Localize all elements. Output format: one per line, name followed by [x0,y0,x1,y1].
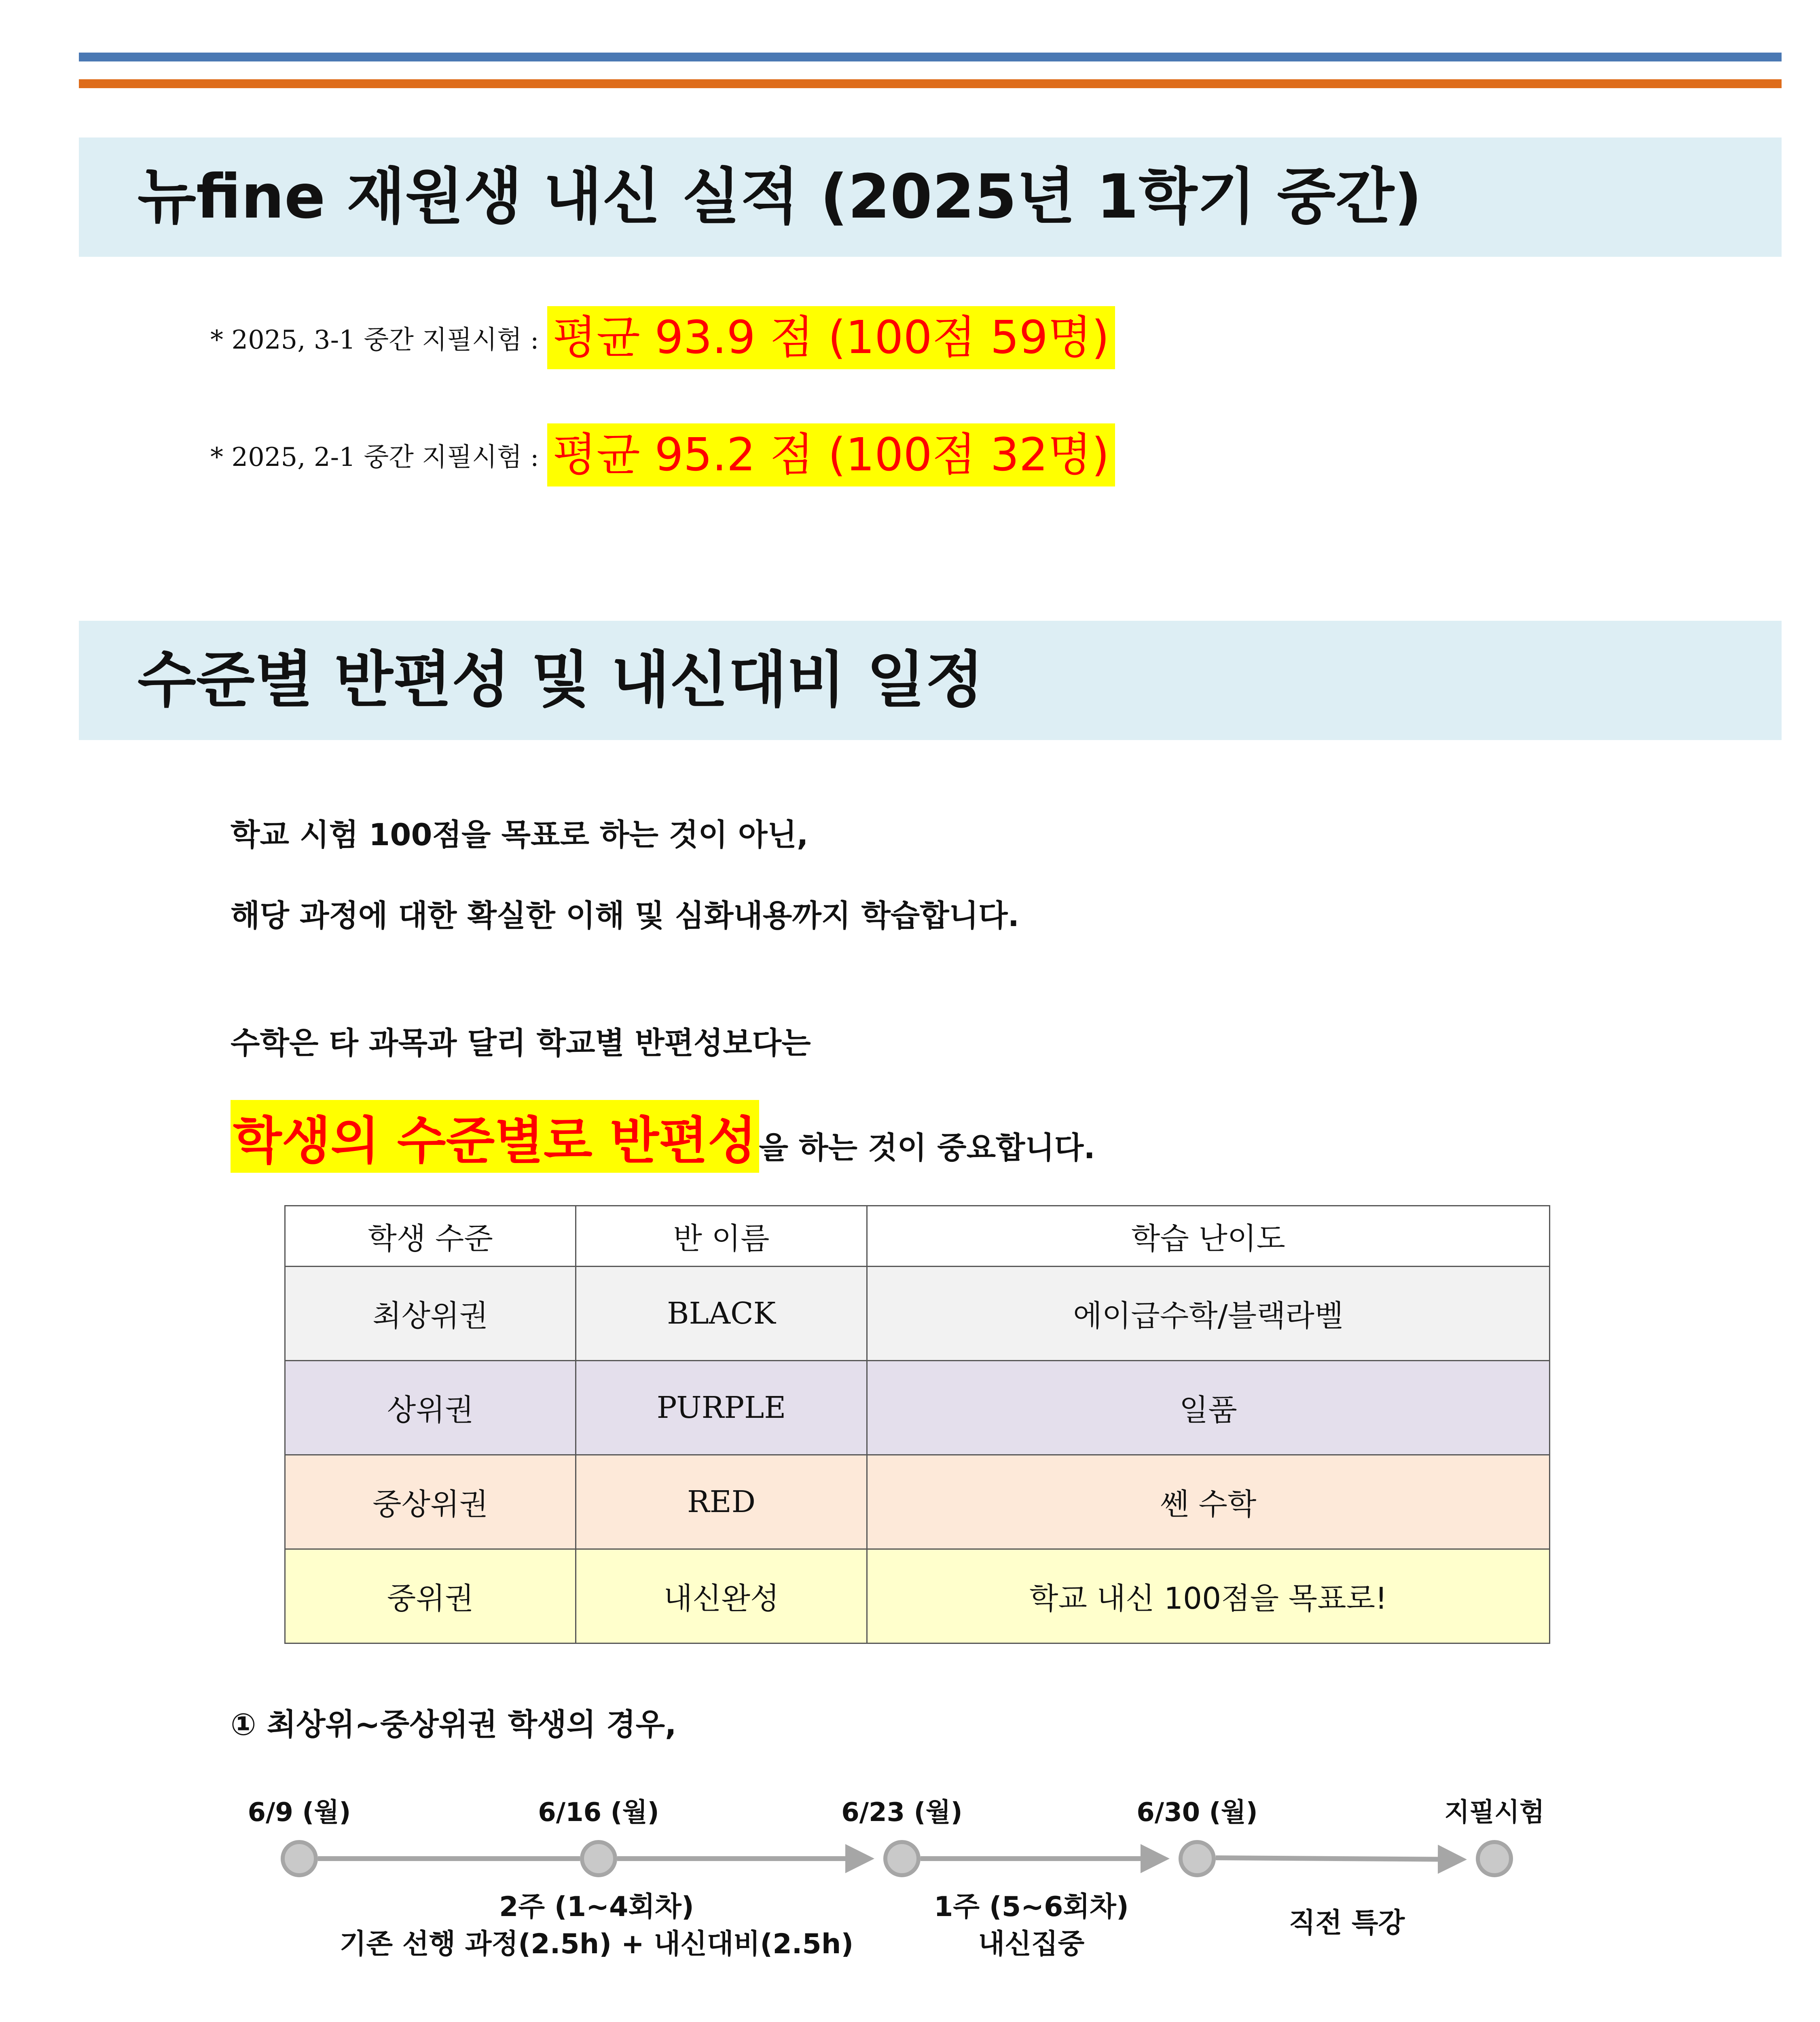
timeline-node [1179,1840,1216,1877]
paragraph-4-rest: 을 하는 것이 중요합니다. [759,1130,1095,1165]
timeline-node [580,1840,617,1877]
phase-2-label [934,1889,1129,1963]
timeline-node [281,1840,318,1877]
phase-1-duration: 2주 (1~4회차) [499,1891,694,1923]
timeline-date: 6/9 (월) [248,1798,351,1827]
result-value: 평균 95.2 점 (100점 32명) [547,423,1115,486]
result-line-2-1 [210,421,1115,489]
schedule-title: 수준별 반편성 및 내신대비 일정 [138,645,984,715]
timeline-date: 6/16 (월) [538,1798,659,1827]
phase-1-label [340,1889,854,1963]
results-title: 뉴fine 재원생 내신 실적 (2025년 1학기 중간) [138,162,1422,232]
phase-3-label: 직전 특강 [1289,1907,1405,1939]
timeline-node [883,1840,921,1877]
result-label: * 2025, 2-1 중간 지필시험 : [210,442,539,472]
class-cell: PURPLE [576,1361,867,1455]
timeline-node [1476,1840,1513,1877]
level-cell: 중상위권 [285,1455,576,1549]
result-line-3-1 [210,303,1115,372]
paragraph-4 [231,1100,1095,1173]
timeline-date: 6/23 (월) [841,1798,963,1827]
material-cell: 일품 [867,1361,1549,1455]
top-rule-orange [79,79,1782,88]
schedule-header [79,621,1782,740]
table-row [285,1549,1550,1643]
column-header: 학생 수준 [285,1206,576,1267]
table-row [285,1455,1550,1549]
highlight-level-grouping: 학생의 수준별로 반편성 [231,1100,759,1173]
paragraph-3: 수학은 타 과목과 달리 학교별 반편성보다는 [231,1025,811,1061]
timeline-date: 지필시험 [1444,1798,1545,1827]
material-cell: 에이급수학/블랙라벨 [867,1267,1549,1361]
class-cell: RED [576,1455,867,1549]
timeline-date: 6/30 (월) [1136,1798,1258,1827]
table-row [285,1267,1550,1361]
material-cell: 쎈 수학 [867,1455,1549,1549]
column-header: 학습 난이도 [867,1206,1549,1267]
paragraph-1: 학교 시험 100점을 목표로 하는 것이 아닌, [231,817,808,852]
material-cell: 학교 내신 100점을 목표로! [867,1549,1549,1643]
column-header: 반 이름 [576,1206,867,1267]
result-value: 평균 93.9 점 (100점 59명) [547,306,1115,369]
table-header-row [285,1206,1550,1267]
paragraph-2: 해당 과정에 대한 확실한 이해 및 심화내용까지 학습합니다. [231,898,1020,933]
level-table [284,1205,1550,1644]
result-label: * 2025, 3-1 중간 지필시험 : [210,325,539,355]
phase-2-detail: 내신집중 [978,1928,1085,1960]
table-row [285,1361,1550,1455]
level-cell: 상위권 [285,1361,576,1455]
case-1-heading: ① 최상위~중상위권 학생의 경우, [231,1707,677,1742]
level-cell: 중위권 [285,1549,576,1643]
timeline-arrow [1216,1858,1462,1859]
class-cell: BLACK [576,1267,867,1361]
top-rule-blue [79,53,1782,61]
phase-2-duration: 1주 (5~6회차) [934,1891,1129,1923]
level-cell: 최상위권 [285,1267,576,1361]
phase-1-detail: 기존 선행 과정(2.5h) + 내신대비(2.5h) [339,1928,854,1960]
results-header [79,137,1782,257]
class-cell: 내신완성 [576,1549,867,1643]
